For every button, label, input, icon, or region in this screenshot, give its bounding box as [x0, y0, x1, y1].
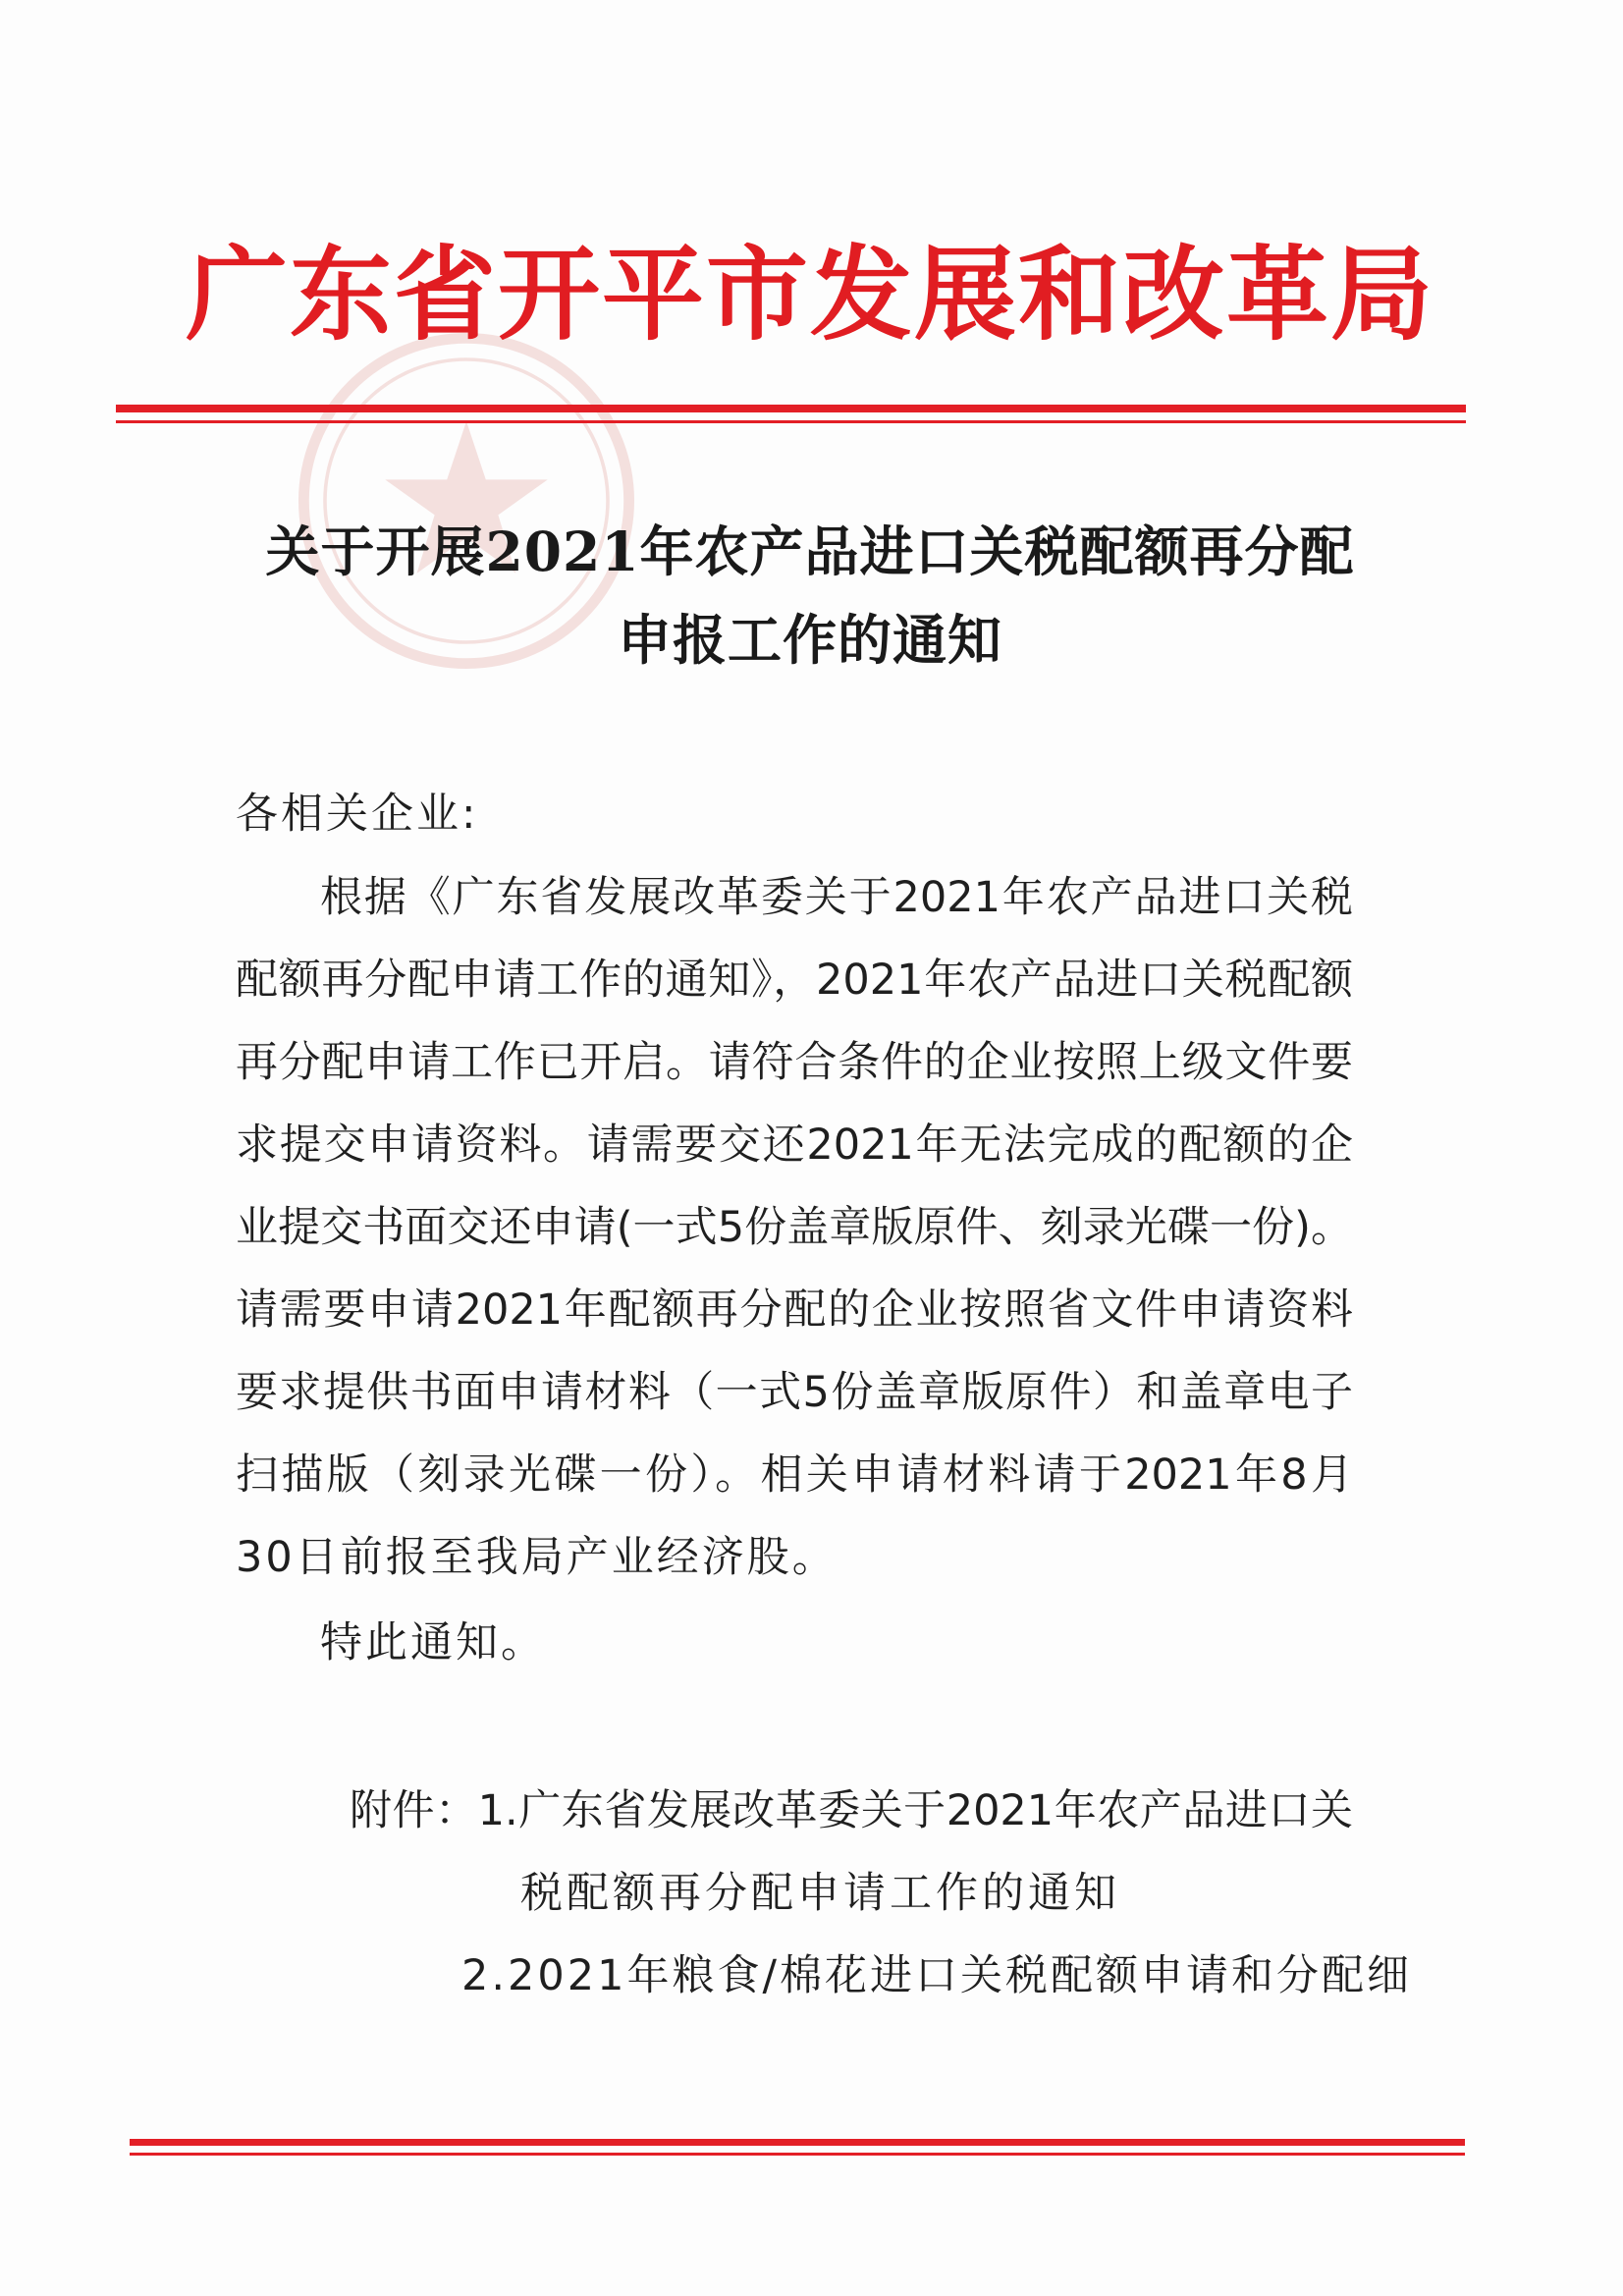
attachment-item-1: 附件：1.广东省发展改革委关于2021年农产品进口关	[350, 1786, 1353, 1835]
paragraph-line: 业提交书面交还申请(一式5份盖章版原件、刻录光碟一份)。	[236, 1203, 1353, 1252]
paragraph-line: 请需要申请2021年配额再分配的企业按照省文件申请资料	[236, 1285, 1353, 1335]
header-rule-thin	[116, 420, 1466, 423]
paragraph-line: 再分配申请工作已开启。请符合条件的企业按照上级文件要	[236, 1038, 1353, 1087]
attachment-item-2: 2.2021年粮食/棉花进口关税配额申请和分配细	[461, 1951, 1412, 2000]
paragraph-line: 扫描版（刻录光碟一份）。相关申请材料请于2021年8月	[236, 1450, 1353, 1500]
closing-text: 特此通知。	[320, 1618, 546, 1667]
paragraph-line: 30日前报至我局产业经济股。	[236, 1533, 838, 1582]
footer-rule-thin	[130, 2153, 1465, 2156]
organization-header: 广东省开平市发展和改革局	[185, 235, 1434, 355]
paragraph-line: 配额再分配申请工作的通知》，2021年农产品进口关税配额	[236, 956, 1353, 1005]
document-title-line-1: 关于开展2021年农产品进口关税配额再分配	[265, 519, 1355, 583]
document-title-line-2: 申报工作的通知	[617, 608, 1002, 672]
paragraph-line: 要求提供书面申请材料（一式5份盖章版原件）和盖章电子	[236, 1368, 1353, 1417]
paragraph-line: 根据《广东省发展改革委关于2021年农产品进口关税	[320, 873, 1353, 922]
attachment-item-1-continued: 税配额再分配申请工作的通知	[520, 1869, 1120, 1918]
header-rule-thick	[116, 405, 1466, 412]
salutation: 各相关企业:	[236, 790, 479, 839]
footer-rule-thick	[130, 2139, 1465, 2146]
paragraph-line: 求提交申请资料。请需要交还2021年无法完成的配额的企	[236, 1121, 1353, 1170]
